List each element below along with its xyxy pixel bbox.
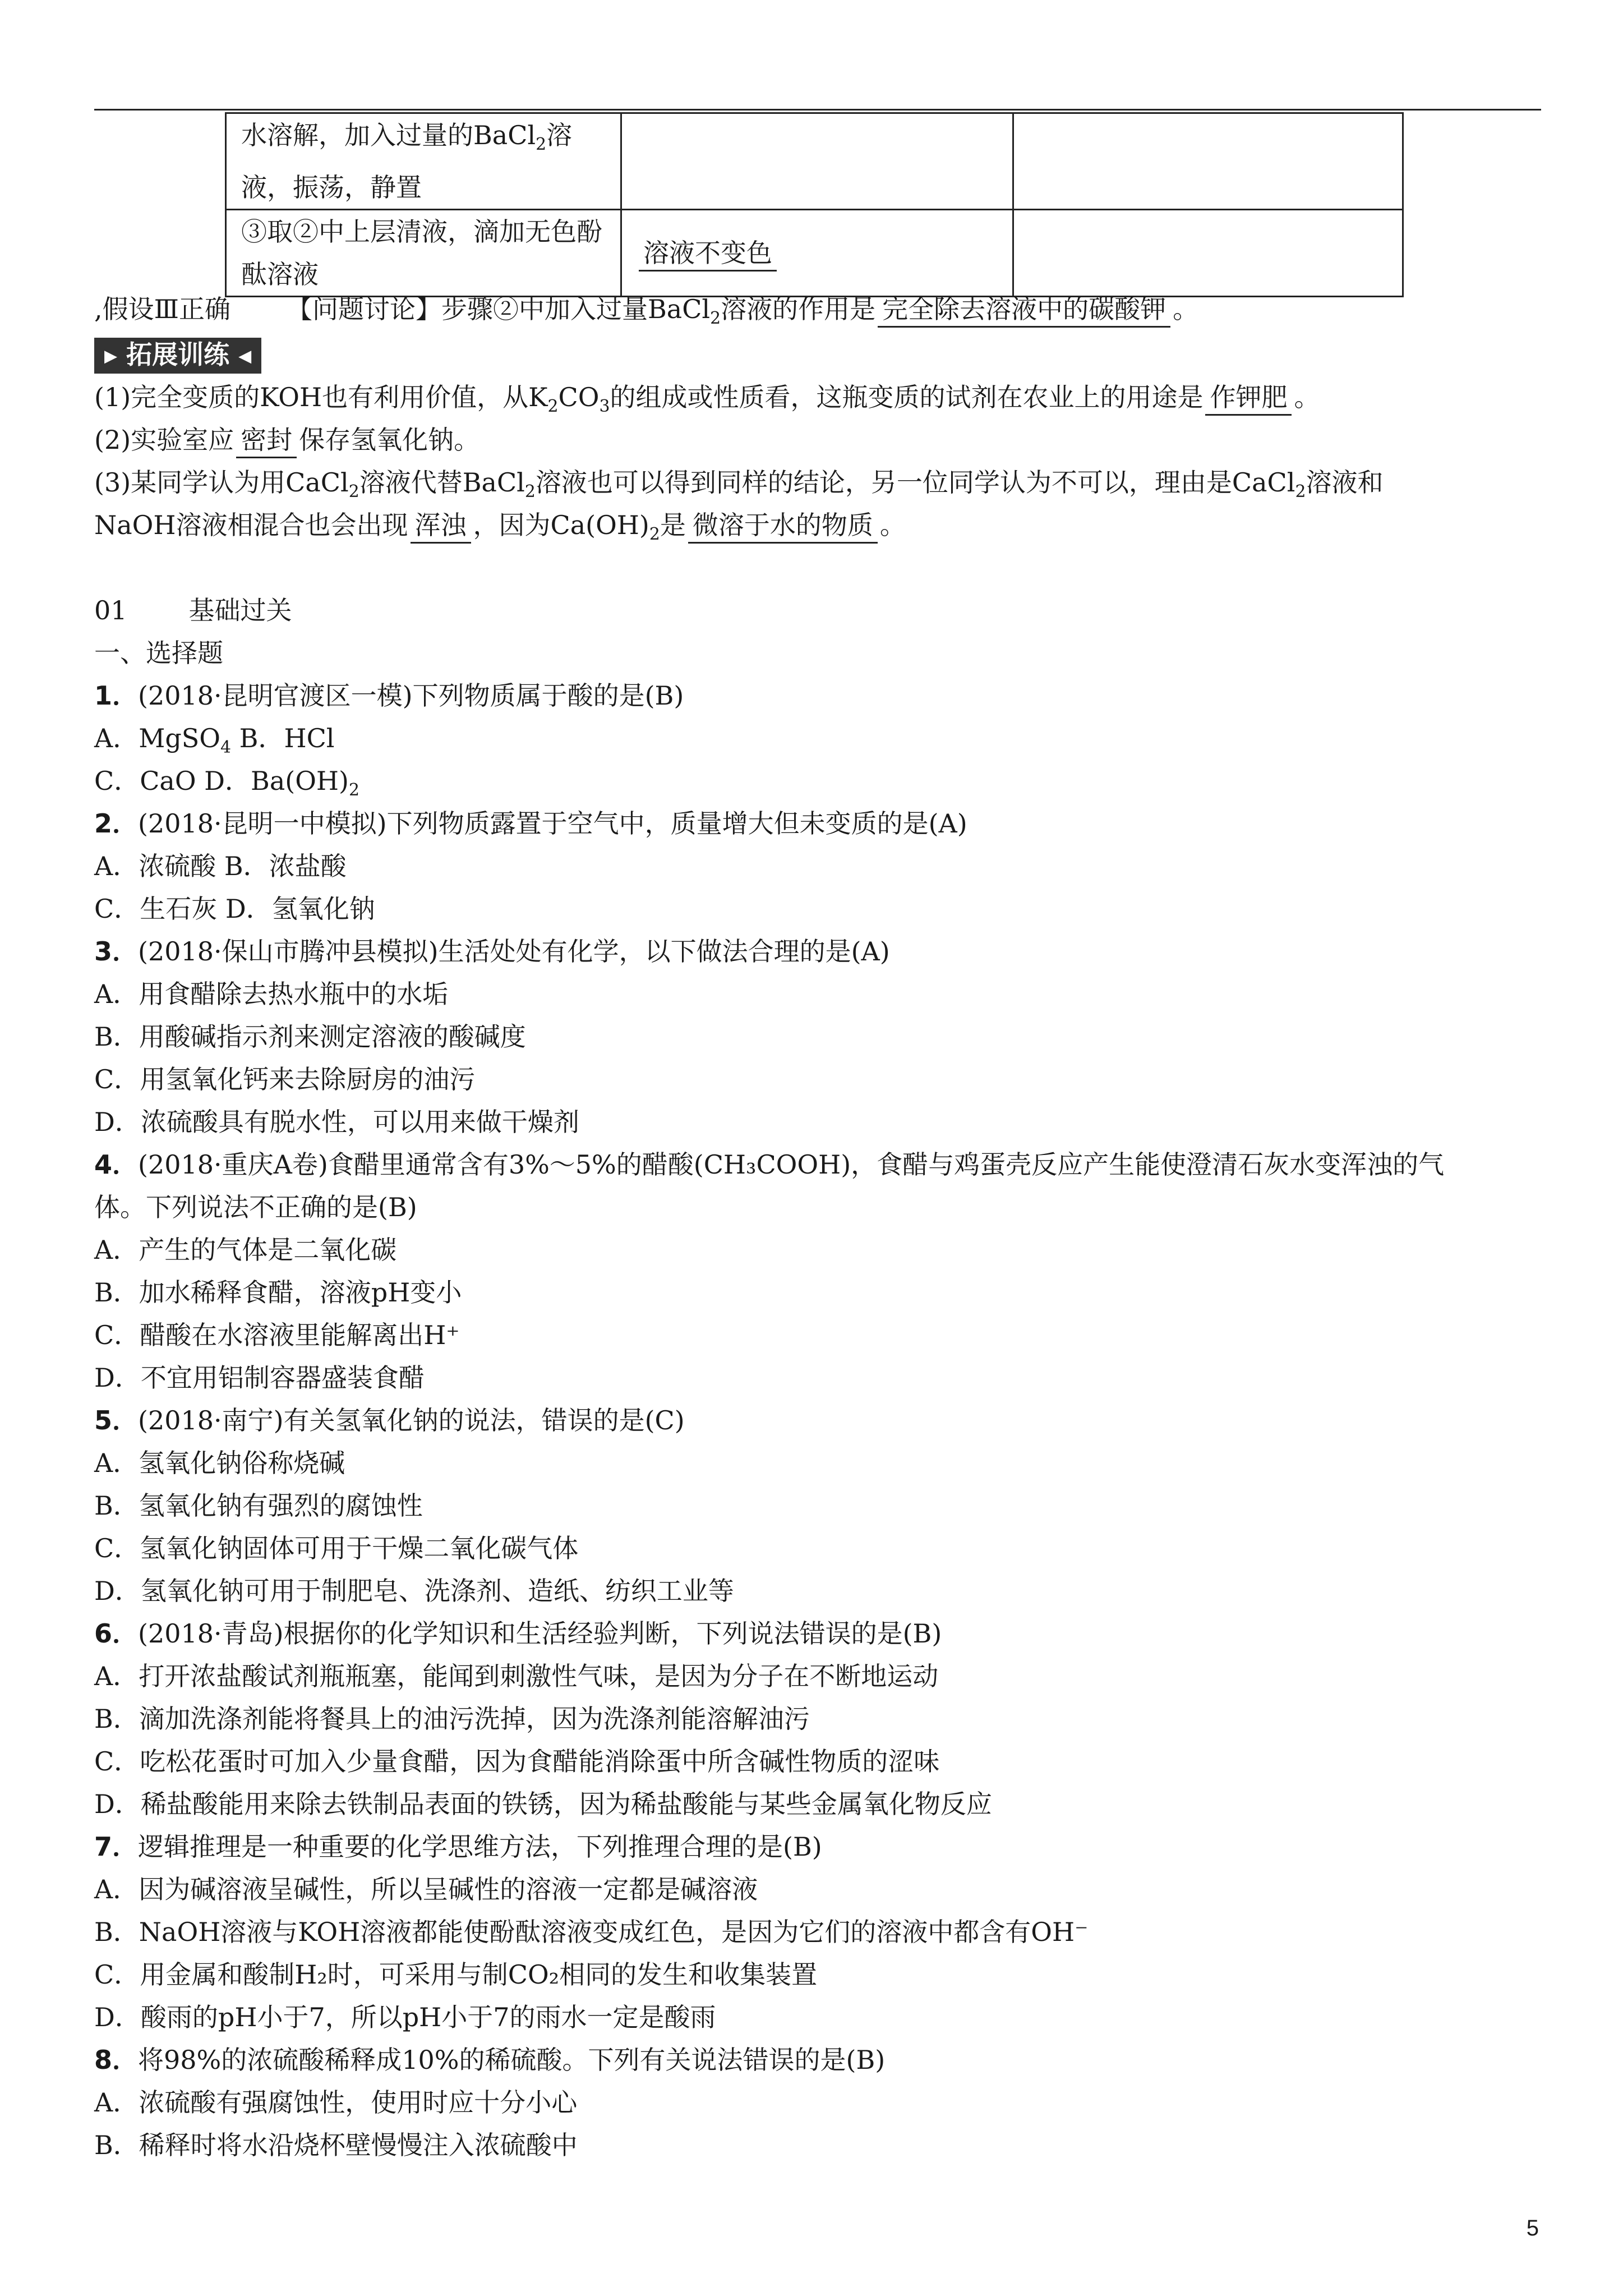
triangle-left-icon: ◀ — [238, 346, 252, 366]
option-line: A．MgSO$_4$ B．HCl — [94, 723, 335, 758]
conclusion-line: ,假设Ⅲ正确 【问题讨论】步骤②中加入过量BaCl$_2$溶液的作用是 完全除去溶液中的碳酸钾 。 — [94, 288, 1198, 340]
section-subheading: 一、选择题 — [94, 638, 223, 668]
table-cell — [1013, 113, 1403, 210]
extension-q3-line2: NaOH溶液相混合也会出现 浑浊 ，因为$Ca(OH)_2$是 微溶于水的物质 。 — [94, 504, 906, 556]
option-line: D．不宜用铝制容器盛装食醋 — [94, 1363, 425, 1393]
header-rule — [94, 109, 1541, 111]
question-1: 1．(2018·昆明官渡区一模)下列物质属于酸的是(B) — [94, 680, 684, 711]
table-cell — [1013, 210, 1403, 297]
option-line: C．氢氧化钠固体可用于干燥二氧化碳气体 — [94, 1533, 579, 1563]
option-line: A．因为碱溶液呈碱性，所以呈碱性的溶液一定都是碱溶液 — [94, 1874, 758, 1904]
option-line: C．醋酸在水溶液里能解离出H⁺ — [94, 1320, 460, 1350]
answer-blank: 作钾肥 — [1205, 380, 1292, 416]
option-line: A．打开浓盐酸试剂瓶瓶塞，能闻到刺激性气味，是因为分子在不断地运动 — [94, 1661, 939, 1691]
table-row — [226, 113, 1403, 210]
table-cell: ③取②中上层清液，滴加无色酚酞溶液 — [226, 210, 621, 297]
extension-q3-line1: (3)某同学认为用CaCl$_2$溶液代替BaCl$_2$溶液也可以得到同样的结论，另一位同学认为不可以，理由是CaCl$_2$溶液和 — [94, 467, 1384, 502]
option-line: B．NaOH溶液与KOH溶液都能使酚酞溶液变成红色，是因为它们的溶液中都含有OH⁻ — [94, 1917, 1089, 1947]
question-4: 4．(2018·重庆A卷)食醋里通常含有3%～5%的醋酸(CH₃COOH)，食醋与鸡蛋壳反应产生能使澄清石灰水变浑浊的气 — [94, 1149, 1445, 1180]
option-line: D．酸雨的pH小于7，所以pH小于7的雨水一定是酸雨 — [94, 2002, 716, 2032]
question-3: 3．(2018·保山市腾冲县模拟)生活处处有化学，以下做法合理的是(A) — [94, 936, 890, 967]
option-line: A．用食醋除去热水瓶中的水垢 — [94, 979, 449, 1009]
question-7: 7．逻辑推理是一种重要的化学思维方法，下列推理合理的是(B) — [94, 1832, 822, 1862]
option-line: B．用酸碱指示剂来测定溶液的酸碱度 — [94, 1022, 526, 1052]
option-line: D．浓硫酸具有脱水性，可以用来做干燥剂 — [94, 1107, 579, 1137]
option-line: B．加水稀释食醋，溶液pH变小 — [94, 1277, 462, 1308]
section-heading: 01 基础过关 — [94, 595, 292, 625]
table-cell — [621, 113, 1013, 210]
table-cell — [621, 210, 1013, 297]
extension-tag: ▶ 拓展训练 ◀ — [94, 338, 261, 374]
question-4-cont: 体。下列说法不正确的是(B) — [94, 1192, 417, 1222]
answer-blank: 微溶于水的物质 — [688, 508, 878, 544]
option-line: D．氢氧化钠可用于制肥皂、洗涤剂、造纸、纺织工业等 — [94, 1576, 734, 1606]
option-line: C．用金属和酸制H₂时，可采用与制CO₂相同的发生和收集装置 — [94, 1959, 818, 1990]
triangle-right-icon: ▶ — [104, 346, 118, 366]
option-line: D．稀盐酸能用来除去铁制品表面的铁锈，因为稀盐酸能与某些金属氧化物反应 — [94, 1789, 992, 1819]
option-line: B．稀释时将水沿烧杯壁慢慢注入浓硫酸中 — [94, 2130, 578, 2160]
option-line: C．CaO D．$Ba(OH)_2$ — [94, 766, 360, 800]
answer-blank: 完全除去溶液中的碳酸钾 — [878, 292, 1170, 328]
answer-blank: 溶液不变色 — [639, 236, 777, 272]
option-line: C．用氢氧化钙来去除厨房的油污 — [94, 1064, 476, 1094]
option-line: A．浓硫酸有强腐蚀性，使用时应十分小心 — [94, 2087, 578, 2118]
option-line: C．生石灰 D．氢氧化钠 — [94, 894, 375, 924]
answer-blank: 浑浊 — [411, 508, 471, 544]
extension-q1: (1)完全变质的KOH也有利用价值，从$K_2CO_3$的组成或性质看，这瓶变质的试剂在农业上的用途是 作钾肥 。 — [94, 376, 1320, 428]
option-line: C．吃松花蛋时可加入少量食醋，因为食醋能消除蛋中所含碱性物质的涩味 — [94, 1746, 940, 1777]
question-2: 2．(2018·昆明一中模拟)下列物质露置于空气中，质量增大但未变质的是(A) — [94, 808, 967, 839]
experiment-table — [225, 112, 1404, 297]
option-line: A．氢氧化钠俗称烧碱 — [94, 1448, 345, 1478]
extension-q2: (2)实验室应 密封 保存氢氧化钠。 — [94, 418, 479, 461]
option-line: B．滴加洗涤剂能将餐具上的油污洗掉，因为洗涤剂能溶解油污 — [94, 1704, 810, 1734]
question-6: 6．(2018·青岛)根据你的化学知识和生活经验判断，下列说法错误的是(B) — [94, 1618, 942, 1649]
table-row — [226, 210, 1403, 297]
option-line: B．氢氧化钠有强烈的腐蚀性 — [94, 1490, 423, 1521]
option-line: A．产生的气体是二氧化碳 — [94, 1235, 397, 1265]
table-cell: 水溶解，加入过量的BaCl$_2$溶液，振荡，静置 — [226, 113, 621, 210]
extension-heading — [94, 333, 261, 376]
option-line: A．浓硫酸 B．浓盐酸 — [94, 851, 347, 881]
answer-blank: 密封 — [236, 423, 297, 458]
question-5: 5．(2018·南宁)有关氢氧化钠的说法，错误的是(C) — [94, 1405, 685, 1435]
question-8: 8．将98%的浓硫酸稀释成10%的稀硫酸。下列有关说法错误的是(B) — [94, 2045, 886, 2075]
page-number: 5 — [1526, 2216, 1539, 2240]
